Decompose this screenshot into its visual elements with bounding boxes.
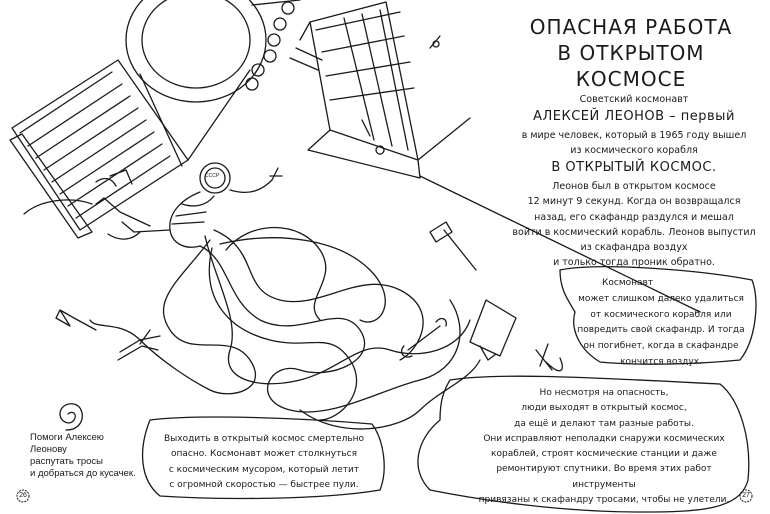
page-number-text: 27 (742, 492, 750, 499)
story-line: назад, его скафандр раздулся и мешал (534, 211, 734, 223)
story-line: Леонов был в открытом космосе (552, 181, 716, 193)
note-line: Космонавт (602, 278, 654, 288)
note-line: ремонтируют спутники. Во время этих работ инструменты (496, 464, 712, 490)
story-line: войти в космический корабль. Леонов выпустил (512, 226, 756, 238)
note-line: опасно. Космонавт может столкнуться (171, 449, 357, 460)
leonov-story (505, 92, 763, 270)
note-line: люди выходят в открытый космос, (521, 403, 687, 414)
page-title (500, 14, 762, 92)
page-number-right (739, 489, 753, 503)
cutters-icon (536, 344, 562, 371)
note-line: он погибнет, когда в скафандре (583, 341, 739, 351)
note-line: привязаны к скафандру тросами, чтобы не улетели. (478, 495, 730, 506)
story-line: Советский космонавт (579, 94, 689, 105)
note-line: кораблей, строят космические станции и даже (491, 449, 717, 460)
story-line: 12 минут 9 секунд. Когда он возвращался (527, 196, 741, 208)
story-line: и только тогда проник обратно. (553, 257, 715, 269)
page-number-left (16, 489, 30, 503)
title-line-1: ОПАСНАЯ РАБОТА (529, 15, 733, 39)
spacewalk-work-note (478, 386, 730, 508)
story-name: АЛЕКСЕЙ ЛЕОНОВ – первый (533, 109, 735, 125)
note-line: Но несмотря на опасность, (539, 388, 669, 398)
space-debris-note (152, 432, 376, 493)
note-line: с космическим мусором, который летит (168, 464, 360, 475)
story-line: в мире человек, который в 1965 году вышел (521, 129, 747, 141)
pliers-icon (118, 330, 160, 360)
story-highlight: В ОТКРЫТЫЙ КОСМОС. (551, 160, 717, 176)
wrench-icon (402, 319, 447, 358)
hammer-icon (430, 222, 476, 270)
note-line: с огромной скоростью — быстрее пули. (169, 479, 359, 490)
task-line: и добраться до кусачек. (30, 467, 136, 479)
maze-task-instruction (30, 432, 142, 480)
note-line: повредить свой скафандр. И тогда (577, 325, 745, 336)
note-line: Выходить в открытый космос смертельно (163, 434, 365, 444)
story-line: из скафандра воздух (580, 241, 688, 253)
suit-label: СССР (205, 173, 220, 179)
task-line: Помоги Алексею Леонову (30, 432, 104, 455)
story-line: из космического корабля (570, 145, 698, 157)
title-line-2: В ОТКРЫТОМ КОСМОСЕ (557, 41, 705, 91)
note-line: да ещё и делают там разные работы. (514, 418, 694, 429)
note-line: от космического корабля или (590, 309, 732, 320)
saw-icon (470, 300, 516, 360)
note-line: может слишком далеко удалиться (578, 293, 744, 304)
docking-lights (246, 0, 322, 90)
note-line: Они исправляют неполадки снаружи космических (483, 433, 725, 444)
maze-start-spiral (60, 404, 82, 430)
tools (56, 222, 562, 371)
note-line: кончится воздух. (620, 356, 702, 367)
tangled-tethers (90, 228, 480, 429)
page-number-text: 26 (19, 492, 27, 499)
task-line: распутать тросы (30, 455, 103, 467)
cosmonaut-danger-note (572, 276, 750, 371)
